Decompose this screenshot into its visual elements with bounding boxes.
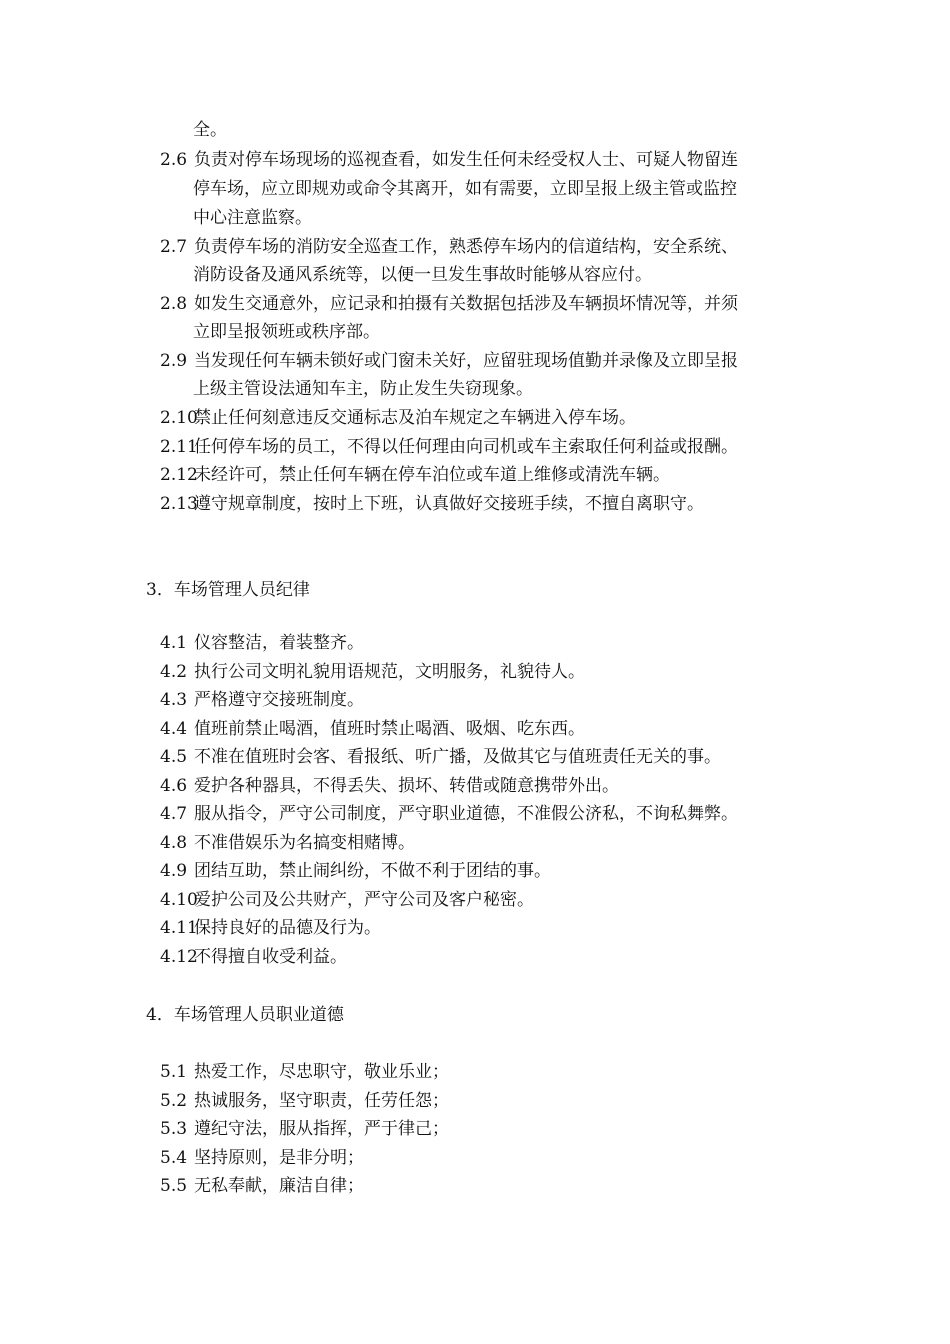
item-text: 不准在值班时会客、看报纸、听广播，及做其它与值班责任无关的事。	[194, 747, 721, 767]
carry-over-line: 全。	[193, 120, 227, 140]
item-text: 不得擅自收受利益。	[194, 947, 347, 967]
list-item-4-10	[160, 888, 534, 912]
list-item-4-8	[160, 831, 415, 855]
item-text: 爱护公司及公共财产，严守公司及客户秘密。	[194, 890, 534, 910]
item-number: 5.5	[160, 1176, 188, 1196]
list-item-4-6	[160, 774, 619, 798]
list-item-2-12	[160, 463, 670, 487]
item-text: 负责停车场的消防安全巡查工作，熟悉停车场内的信道结构，安全系统、	[194, 237, 738, 257]
item-number: 4.6	[160, 776, 188, 796]
item-text: 热爱工作，尽忠职守，敬业乐业；	[194, 1062, 449, 1082]
list-item-4-2	[160, 660, 585, 684]
item-number: 5.2	[160, 1091, 188, 1111]
item-text: 禁止任何刻意违反交通标志及泊车规定之车辆进入停车场。	[194, 408, 636, 428]
item-number: 2.7	[160, 237, 188, 257]
item-text: 团结互助，禁止闹纠纷，不做不利于团结的事。	[194, 861, 551, 881]
item-number: 4.3	[160, 690, 188, 710]
item-number: 4.8	[160, 833, 188, 853]
item-text: 爱护各种器具，不得丢失、损坏、转借或随意携带外出。	[194, 776, 619, 796]
item-text: 任何停车场的员工，不得以任何理由向司机或车主索取任何利益或报酬。	[194, 437, 738, 457]
item-text: 服从指令，严守公司制度，严守职业道德，不准假公济私，不询私舞弊。	[194, 804, 738, 824]
item-number: 2.11	[160, 437, 198, 457]
list-item-4-5	[160, 745, 721, 769]
item-text: 执行公司文明礼貌用语规范，文明服务，礼貌待人。	[194, 662, 585, 682]
list-item-5-5	[160, 1174, 364, 1198]
list-item-4-7	[160, 802, 738, 826]
list-item-5-2	[160, 1089, 449, 1113]
item-text: 坚持原则，是非分明；	[194, 1148, 364, 1168]
item-text: 热诚服务，坚守职责，任劳任怨；	[194, 1091, 449, 1111]
item-text: 无私奉献，廉洁自律；	[194, 1176, 364, 1196]
list-item-4-9	[160, 859, 551, 883]
item-text: 严格遵守交接班制度。	[194, 690, 364, 710]
item-text: 当发现任何车辆未锁好或门窗未关好，应留驻现场值勤并录像及立即呈报	[194, 351, 738, 371]
section-heading-ethics: 4．车场管理人员职业道德	[146, 1005, 344, 1025]
item-number: 2.13	[160, 494, 198, 514]
item-number: 4.12	[160, 947, 198, 967]
list-item-4-12	[160, 945, 347, 969]
item-continuation: 立即呈报领班或秩序部。	[193, 322, 380, 342]
item-number: 5.1	[160, 1062, 188, 1082]
item-number: 4.5	[160, 747, 188, 767]
item-number: 2.9	[160, 351, 188, 371]
item-text: 仪容整洁，着装整齐。	[194, 633, 364, 653]
item-text: 负责对停车场现场的巡视查看，如发生任何未经受权人士、可疑人物留连	[194, 150, 738, 170]
list-item-4-3	[160, 688, 364, 712]
item-text: 保持良好的品德及行为。	[194, 918, 381, 938]
item-number: 2.10	[160, 408, 198, 428]
list-item-2-10	[160, 406, 636, 430]
item-number: 4.9	[160, 861, 188, 881]
item-number: 4.11	[160, 918, 198, 938]
item-text: 遵纪守法，服从指挥，严于律己；	[194, 1119, 449, 1139]
list-item-2-11	[160, 435, 738, 459]
item-number: 5.3	[160, 1119, 188, 1139]
item-continuation: 消防设备及通风系统等，以便一旦发生事故时能够从容应付。	[193, 265, 652, 285]
item-text: 不准借娱乐为名搞变相赌博。	[194, 833, 415, 853]
item-number: 4.1	[160, 633, 188, 653]
item-text: 遵守规章制度，按时上下班，认真做好交接班手续，不擅自离职守。	[194, 494, 704, 514]
item-continuation: 停车场，应立即规劝或命令其离开，如有需要，立即呈报上级主管或监控	[193, 179, 737, 199]
item-number: 2.8	[160, 294, 188, 314]
section-heading-discipline: 3．车场管理人员纪律	[146, 580, 310, 600]
list-item-4-1	[160, 631, 364, 655]
item-text: 未经许可，禁止任何车辆在停车泊位或车道上维修或清洗车辆。	[194, 465, 670, 485]
item-text: 如发生交通意外，应记录和拍摄有关数据包括涉及车辆损坏情况等，并须	[194, 294, 738, 314]
list-item-5-3	[160, 1117, 449, 1141]
list-item-5-4	[160, 1146, 364, 1170]
item-number: 5.4	[160, 1148, 188, 1168]
list-item-4-11	[160, 916, 381, 940]
item-number: 4.4	[160, 719, 188, 739]
list-item-2-7	[160, 235, 738, 259]
item-continuation: 上级主管设法通知车主，防止发生失窃现象。	[193, 379, 533, 399]
item-continuation: 中心注意监察。	[193, 208, 312, 228]
item-number: 2.6	[160, 150, 188, 170]
list-item-2-8	[160, 292, 738, 316]
item-number: 4.7	[160, 804, 188, 824]
list-item-2-9	[160, 349, 738, 373]
item-number: 4.10	[160, 890, 198, 910]
list-item-2-6	[160, 148, 738, 172]
item-text: 值班前禁止喝酒，值班时禁止喝酒、吸烟、吃东西。	[194, 719, 585, 739]
list-item-4-4	[160, 717, 585, 741]
list-item-5-1	[160, 1060, 449, 1084]
list-item-2-13	[160, 492, 704, 516]
item-number: 2.12	[160, 465, 198, 485]
item-number: 4.2	[160, 662, 188, 682]
